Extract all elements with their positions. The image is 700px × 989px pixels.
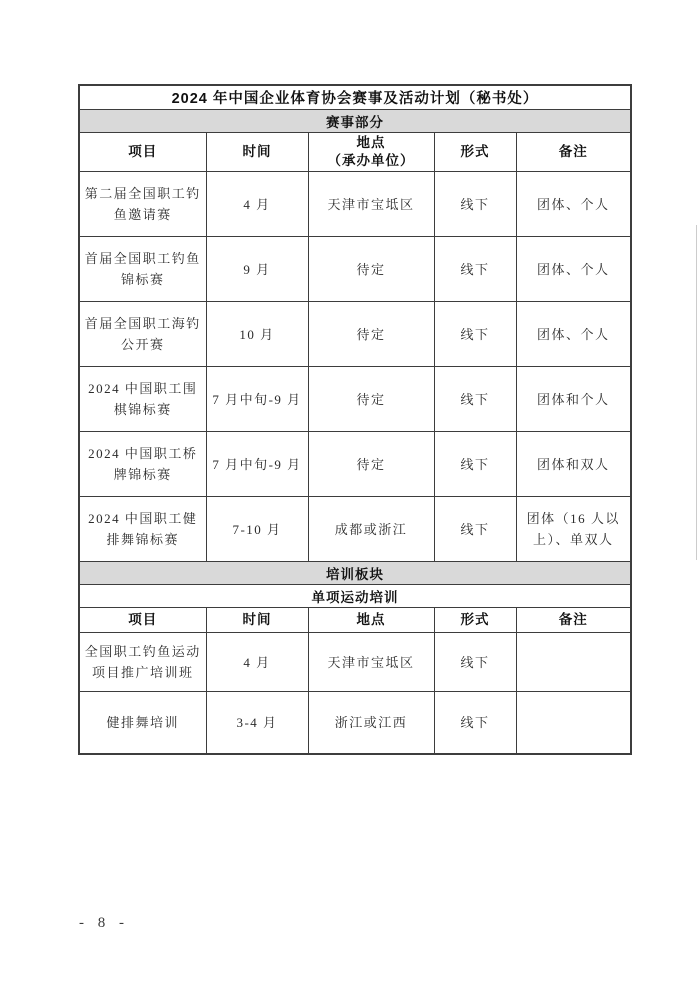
cell-location: 待定 — [308, 367, 434, 432]
cell-time: 4 月 — [206, 633, 308, 692]
cell-time: 7 月中旬-9 月 — [206, 367, 308, 432]
cell-time: 3-4 月 — [206, 692, 308, 754]
plan-table — [78, 84, 632, 755]
cell-time: 7-10 月 — [206, 497, 308, 562]
column-header-remarks: 备注 — [516, 133, 631, 172]
cell-project: 2024 中国职工健排舞锦标赛 — [79, 497, 206, 562]
cell-project: 全国职工钓鱼运动项目推广培训班 — [79, 633, 206, 692]
cell-remarks: 团体和个人 — [516, 367, 631, 432]
scan-edge-artifact — [696, 225, 697, 560]
column-header-location: 地点 — [308, 608, 434, 633]
cell-project: 2024 中国职工围棋锦标赛 — [79, 367, 206, 432]
cell-format: 线下 — [434, 432, 516, 497]
cell-format: 线下 — [434, 302, 516, 367]
column-header-remarks: 备注 — [516, 608, 631, 633]
table-title-row — [79, 85, 631, 110]
cell-project: 第二届全国职工钓鱼邀请赛 — [79, 172, 206, 237]
column-header-location — [308, 133, 434, 172]
cell-remarks — [516, 692, 631, 754]
table-row — [79, 237, 631, 302]
cell-project: 健排舞培训 — [79, 692, 206, 754]
events-header-row — [79, 133, 631, 172]
cell-format: 线下 — [434, 633, 516, 692]
cell-location: 天津市宝坻区 — [308, 633, 434, 692]
column-header-project: 项目 — [79, 133, 206, 172]
training-subsection-band: 单项运动培训 — [79, 585, 631, 608]
column-header-location-line2: （承办单位） — [327, 153, 415, 169]
cell-time: 9 月 — [206, 237, 308, 302]
training-header-row — [79, 608, 631, 633]
cell-format: 线下 — [434, 497, 516, 562]
cell-time: 7 月中旬-9 月 — [206, 432, 308, 497]
cell-format: 线下 — [434, 367, 516, 432]
cell-project: 首届全国职工海钓公开赛 — [79, 302, 206, 367]
cell-remarks: 团体（16 人以上）、单双人 — [516, 497, 631, 562]
training-subband-row — [79, 585, 631, 608]
column-header-project: 项目 — [79, 608, 206, 633]
column-header-format: 形式 — [434, 608, 516, 633]
table-row — [79, 497, 631, 562]
training-section-band: 培训板块 — [79, 562, 631, 585]
table-row — [79, 367, 631, 432]
column-header-time: 时间 — [206, 608, 308, 633]
events-section-band: 赛事部分 — [79, 110, 631, 133]
column-header-format: 形式 — [434, 133, 516, 172]
column-header-time: 时间 — [206, 133, 308, 172]
cell-remarks — [516, 633, 631, 692]
cell-location: 天津市宝坻区 — [308, 172, 434, 237]
events-band-row — [79, 110, 631, 133]
cell-project: 2024 中国职工桥牌锦标赛 — [79, 432, 206, 497]
cell-location: 待定 — [308, 302, 434, 367]
cell-location: 成都或浙江 — [308, 497, 434, 562]
cell-location: 浙江或江西 — [308, 692, 434, 754]
cell-remarks: 团体、个人 — [516, 237, 631, 302]
cell-remarks: 团体、个人 — [516, 302, 631, 367]
cell-time: 10 月 — [206, 302, 308, 367]
cell-remarks: 团体和双人 — [516, 432, 631, 497]
cell-project: 首届全国职工钓鱼锦标赛 — [79, 237, 206, 302]
table-row — [79, 172, 631, 237]
cell-remarks: 团体、个人 — [516, 172, 631, 237]
cell-format: 线下 — [434, 237, 516, 302]
cell-location: 待定 — [308, 237, 434, 302]
cell-time: 4 月 — [206, 172, 308, 237]
table-row — [79, 302, 631, 367]
table-row — [79, 633, 631, 692]
training-band-row — [79, 562, 631, 585]
cell-format: 线下 — [434, 692, 516, 754]
column-header-location-line1: 地点 — [356, 135, 386, 150]
table-title: 2024 年中国企业体育协会赛事及活动计划（秘书处） — [79, 85, 631, 110]
table-row — [79, 432, 631, 497]
cell-location: 待定 — [308, 432, 434, 497]
cell-format: 线下 — [434, 172, 516, 237]
table-row — [79, 692, 631, 754]
page-number: - 8 - — [79, 915, 129, 931]
